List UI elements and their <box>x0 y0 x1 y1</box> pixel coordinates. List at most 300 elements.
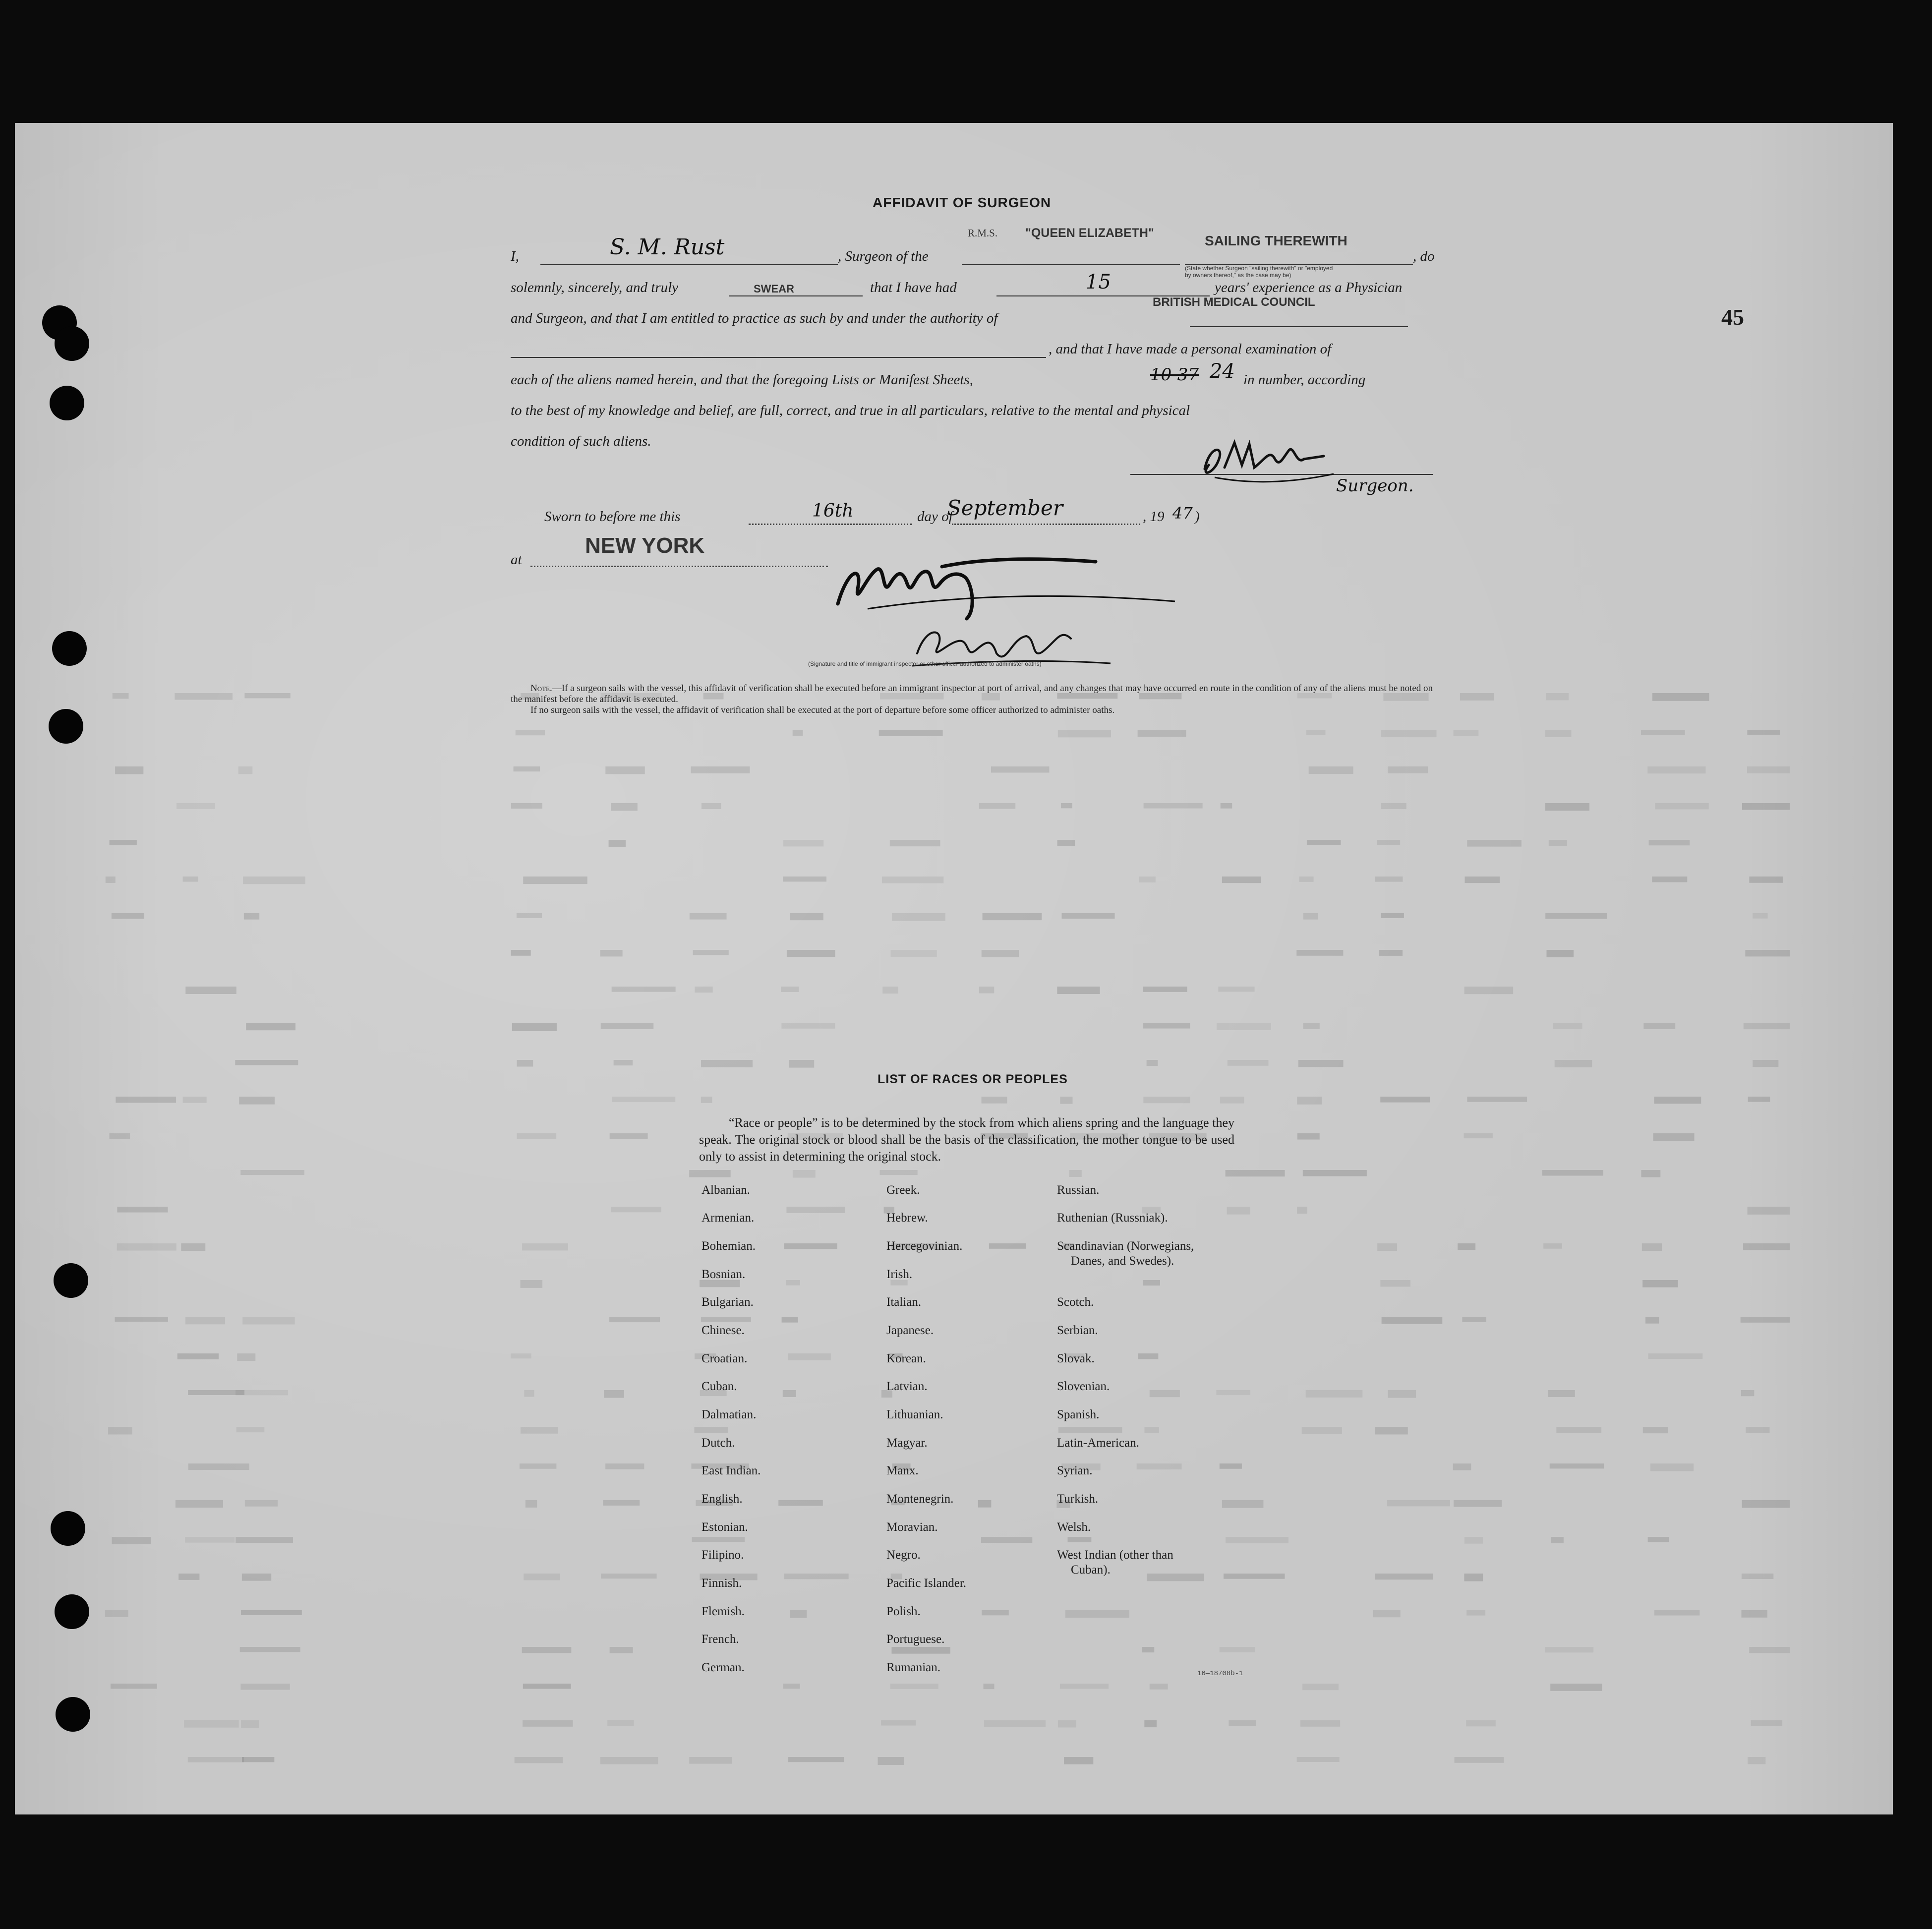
race-item: Turkish. <box>1057 1492 1099 1506</box>
bleed-mark <box>783 840 823 846</box>
bleed-mark <box>890 840 940 846</box>
bleed-mark <box>1388 766 1428 773</box>
inspector-signature <box>828 549 1185 624</box>
bleed-mark <box>236 1427 264 1432</box>
bleed-mark <box>1150 1390 1180 1397</box>
bleed-mark <box>1453 1463 1471 1470</box>
bleed-mark <box>611 1207 661 1212</box>
surgeon-title: Surgeon. <box>1336 476 1414 496</box>
bleed-mark <box>981 1537 1032 1543</box>
bleed-mark <box>188 1757 244 1762</box>
bleed-mark <box>1217 1023 1271 1030</box>
bleed-mark <box>693 950 729 955</box>
affidavit-line-2-end: years' experience as a Physician <box>1215 280 1403 295</box>
race-item: Japanese. <box>886 1324 934 1337</box>
bleed-mark <box>689 1170 731 1177</box>
bleed-mark <box>983 913 1042 920</box>
bleed-mark <box>1467 1097 1527 1102</box>
bleed-mark <box>783 1684 800 1689</box>
bleed-mark <box>1224 1574 1285 1579</box>
bleed-mark <box>526 1500 537 1508</box>
bleed-mark <box>181 1243 205 1251</box>
sailing-caption: (State whether Surgeon "sailing therewith" or "employed by owners thereof," as the case may be) <box>1185 265 1333 279</box>
bleed-mark <box>1065 1610 1129 1618</box>
bleed-mark <box>1545 913 1607 919</box>
sailing-stamp: SAILING THEREWITH <box>1205 233 1347 248</box>
bleed-mark <box>1652 877 1687 882</box>
bleed-mark <box>240 1647 300 1652</box>
bleed-mark <box>1137 1463 1182 1469</box>
bleed-mark <box>1143 987 1187 992</box>
bleed-mark <box>1643 1023 1675 1029</box>
bleed-mark <box>1220 1097 1244 1104</box>
bleed-mark <box>1058 1720 1076 1728</box>
sheets-value: 24 <box>1210 360 1235 383</box>
bleed-mark <box>188 1463 249 1470</box>
bleed-mark <box>880 1170 918 1175</box>
bleed-mark <box>1753 1060 1778 1067</box>
bleed-mark <box>1748 1207 1790 1215</box>
bleed-mark <box>246 1023 295 1030</box>
note-2: If no surgeon sails with the vessel, the affidavit of verification shall be executed at the port of departure before some officer authorized to administer oaths. <box>530 705 1115 715</box>
bleed-mark <box>604 1390 624 1398</box>
bleed-mark <box>1227 1207 1250 1215</box>
bleed-mark <box>116 1097 176 1103</box>
bleed-mark <box>784 1574 849 1579</box>
race-item: Chinese. <box>702 1324 745 1337</box>
bleed-mark <box>881 1720 916 1726</box>
sheets-struck: 10-37 <box>1150 365 1199 385</box>
race-item: Negro. <box>886 1548 921 1562</box>
bleed-mark <box>517 1133 557 1139</box>
bleed-mark <box>1550 1684 1602 1691</box>
affidavit-line-4: , and that I have made a personal examination of <box>1049 341 1332 357</box>
bleed-mark <box>511 803 542 809</box>
bleed-mark <box>1139 877 1155 882</box>
race-item: Dutch. <box>702 1436 735 1450</box>
surgeon-name: S. M. Rust <box>610 234 725 260</box>
bleed-mark <box>1464 987 1513 994</box>
bleed-mark <box>177 1353 219 1359</box>
oath-rule <box>729 295 863 296</box>
race-item: Manx. <box>886 1464 919 1477</box>
bleed-mark <box>1388 1390 1416 1398</box>
race-item: Lithuanian. <box>886 1408 943 1421</box>
race-item: Albanian. <box>702 1183 750 1197</box>
vessel-rule <box>962 264 1180 265</box>
sworn-day-rule <box>749 524 912 525</box>
bleed-mark <box>1648 1353 1702 1359</box>
bleed-mark <box>1297 1757 1340 1762</box>
bleed-mark <box>1650 1463 1694 1471</box>
bleed-mark <box>1220 1647 1255 1652</box>
race-item: Montenegrin. <box>886 1492 954 1506</box>
bleed-mark <box>614 1060 633 1065</box>
bleed-mark <box>1542 1170 1603 1175</box>
bleed-mark <box>523 1684 571 1689</box>
bleed-mark <box>242 1757 274 1762</box>
bleed-mark <box>1741 1317 1790 1323</box>
bleed-mark <box>238 766 252 774</box>
bleed-mark <box>790 913 823 920</box>
race-item: Spanish. <box>1057 1408 1100 1421</box>
bleed-mark <box>790 1610 807 1618</box>
sworn-year-close: ) <box>1195 509 1200 525</box>
bleed-mark <box>1462 1317 1486 1322</box>
affidavit-line-2-mid: that I have had <box>870 280 957 295</box>
race-item: Hebrew. <box>886 1211 928 1225</box>
race-item: Latvian. <box>886 1380 928 1393</box>
bleed-mark <box>1553 1023 1582 1029</box>
bleed-mark <box>1642 1280 1678 1287</box>
bleed-mark <box>1746 1427 1769 1433</box>
bleed-mark <box>1543 1243 1562 1249</box>
bleed-mark <box>523 1720 573 1727</box>
bleed-mark <box>1299 877 1314 882</box>
bleed-mark <box>702 803 721 809</box>
bleed-mark <box>245 1500 278 1507</box>
bleed-mark <box>1655 803 1708 809</box>
race-item: Croatian. <box>702 1352 748 1365</box>
bleed-mark <box>1307 840 1341 845</box>
binder-hole <box>51 1511 85 1546</box>
bleed-through-manifest <box>104 683 1790 1784</box>
bleed-mark <box>1654 1097 1701 1104</box>
race-item: French. <box>702 1633 739 1646</box>
bleed-mark <box>786 1207 845 1213</box>
affidavit-line-6: to the best of my knowledge and belief, are full, correct, and true in all particulars, relative to the mental and physical <box>511 403 1190 418</box>
bleed-mark <box>1306 1390 1363 1398</box>
bleed-mark <box>982 1097 1007 1104</box>
bleed-mark <box>112 1537 151 1544</box>
race-item: Scotch. <box>1057 1295 1094 1309</box>
bleed-mark <box>1309 766 1353 774</box>
bleed-mark <box>609 840 626 847</box>
bleed-mark <box>603 1500 640 1506</box>
bleed-mark <box>984 1720 1046 1727</box>
bleed-mark <box>175 693 233 700</box>
note-paragraph-1 <box>511 683 1443 705</box>
bleed-mark <box>1465 877 1500 883</box>
bleed-mark <box>185 987 236 994</box>
bleed-mark <box>117 1243 176 1251</box>
bleed-mark <box>1302 1427 1342 1434</box>
oath-stamp: SWEAR <box>754 283 794 295</box>
bleed-mark <box>235 1060 298 1065</box>
bleed-mark <box>1381 913 1404 918</box>
bleed-mark <box>1228 1060 1269 1066</box>
bleed-mark <box>1747 766 1790 773</box>
bleed-mark <box>111 1684 157 1689</box>
bleed-mark <box>1150 1684 1168 1690</box>
bleed-mark <box>1375 1574 1433 1579</box>
bleed-mark <box>1138 1353 1158 1359</box>
bleed-mark <box>117 1207 168 1213</box>
bleed-mark <box>105 1610 128 1617</box>
bleed-mark <box>788 1757 844 1762</box>
bleed-mark <box>515 1757 563 1763</box>
race-item: Armenian. <box>702 1211 755 1225</box>
bleed-mark <box>237 1353 255 1361</box>
bleed-mark <box>878 1757 904 1765</box>
bleed-mark <box>1303 1170 1367 1176</box>
bleed-mark <box>1742 1500 1790 1508</box>
race-item: Hercegovinian. <box>886 1239 963 1253</box>
bleed-mark <box>1546 950 1574 957</box>
race-item: Flemish. <box>702 1605 745 1618</box>
bleed-mark <box>989 1243 1026 1249</box>
bleed-mark <box>1555 1060 1592 1067</box>
race-item: Korean. <box>886 1352 926 1365</box>
bleed-mark <box>701 1317 751 1322</box>
bleed-mark <box>1226 1537 1288 1543</box>
bleed-mark <box>890 950 937 957</box>
bleed-mark <box>110 1133 130 1139</box>
sworn-year: 47 <box>1172 504 1193 523</box>
bleed-mark <box>243 877 305 884</box>
bleed-mark <box>1744 1023 1790 1029</box>
race-item: Welsh. <box>1057 1520 1091 1534</box>
binder-hole <box>50 386 84 420</box>
bleed-mark <box>778 1500 823 1506</box>
binder-hole <box>54 1263 88 1298</box>
bleed-mark <box>890 1684 938 1689</box>
page-number: 45 <box>1721 304 1744 330</box>
bleed-mark <box>982 950 1019 957</box>
bleed-mark <box>783 1390 796 1397</box>
bleed-mark <box>1741 1390 1754 1396</box>
sworn-day: 16th <box>812 501 854 521</box>
races-intro: “Race or people” is to be determined by the stock from which aliens spring and the language they speak. The original stock or blood shall be the basis of the classification, the mother tongue to be used only to assist in determining the original stock. <box>699 1115 1234 1164</box>
bleed-mark <box>106 877 116 883</box>
vessel-name: "QUEEN ELIZABETH" <box>1025 226 1154 240</box>
bleed-mark <box>1144 1720 1157 1727</box>
bleed-mark <box>1749 1647 1790 1653</box>
race-item: Danes, and Swedes). <box>1071 1254 1174 1268</box>
bleed-mark <box>781 987 799 992</box>
bleed-mark <box>690 913 727 920</box>
form-code: 16—18708b-1 <box>1197 1670 1243 1678</box>
bleed-mark <box>1142 1647 1154 1652</box>
bleed-mark <box>241 1610 302 1615</box>
bleed-mark <box>239 1097 275 1105</box>
city-stamp: NEW YORK <box>585 533 705 558</box>
bleed-mark <box>183 1097 207 1103</box>
signature-caption: (Signature and title of immigrant inspector or other officer authorized to administer oaths) <box>808 660 1042 667</box>
bleed-mark <box>1653 1133 1695 1141</box>
race-item: Cuban. <box>702 1380 737 1393</box>
bleed-mark <box>1464 1537 1483 1544</box>
bleed-mark <box>1306 730 1326 735</box>
bleed-mark <box>1057 840 1075 846</box>
race-item: Serbian. <box>1057 1324 1098 1337</box>
race-item: Slovenian. <box>1057 1380 1110 1393</box>
binder-hole <box>55 1594 89 1629</box>
bleed-mark <box>512 1023 557 1031</box>
bleed-mark <box>522 1647 572 1653</box>
bleed-mark <box>991 766 1049 772</box>
race-item: Scandinavian (Norwegians, <box>1057 1239 1194 1253</box>
bleed-mark <box>1373 1610 1401 1617</box>
race-item: Dalmatian. <box>702 1408 757 1421</box>
bleed-mark <box>695 987 712 993</box>
bleed-mark <box>1743 1243 1790 1250</box>
bleed-mark <box>185 1537 234 1543</box>
race-item: Magyar. <box>886 1436 928 1450</box>
bleed-mark <box>1229 1720 1256 1726</box>
bleed-mark <box>1748 1757 1765 1764</box>
bleed-mark <box>1060 1684 1109 1689</box>
bleed-mark <box>1742 1610 1767 1618</box>
race-item: Greek. <box>886 1183 920 1197</box>
race-item: Ruthenian (Russniak). <box>1057 1211 1168 1225</box>
bleed-mark <box>1643 1427 1668 1433</box>
surgeon-name-rule <box>540 264 838 265</box>
at-label: at <box>511 552 522 568</box>
bleed-mark <box>882 987 898 994</box>
affidavit-line-2-start: solemnly, sincerely, and truly <box>511 280 679 295</box>
bleed-mark <box>1380 1280 1410 1286</box>
bleed-mark <box>176 1500 223 1508</box>
bleed-mark <box>1460 693 1494 701</box>
bleed-mark <box>1458 1243 1475 1250</box>
race-item: Cuban). <box>1071 1563 1111 1577</box>
bleed-mark <box>701 1097 712 1103</box>
affidavit-line-1-end: , do <box>1413 248 1435 264</box>
race-item: Slovak. <box>1057 1352 1095 1365</box>
bleed-mark <box>1382 1317 1443 1324</box>
bleed-mark <box>176 803 215 809</box>
race-item: Filipino. <box>702 1548 744 1562</box>
affidavit-title: AFFIDAVIT OF SURGEON <box>873 195 1052 210</box>
bleed-mark <box>1466 1610 1485 1616</box>
sworn-day-of: day of <box>917 509 953 525</box>
race-item: Finnish. <box>702 1577 742 1590</box>
bleed-mark <box>1747 730 1780 735</box>
bleed-mark <box>524 1390 534 1397</box>
races-title: LIST OF RACES OR PEOPLES <box>878 1072 1068 1086</box>
bleed-mark <box>1545 1647 1593 1652</box>
bleed-mark <box>1454 1500 1502 1507</box>
bleed-mark <box>240 1684 290 1690</box>
bleed-mark <box>692 1537 745 1542</box>
bleed-mark <box>241 1720 259 1728</box>
bleed-mark <box>1551 1537 1564 1543</box>
at-rule <box>530 566 828 567</box>
race-item: Bulgarian. <box>702 1295 754 1309</box>
bleed-mark <box>1464 1133 1493 1138</box>
bleed-mark <box>1654 1610 1699 1616</box>
affidavit-line-1-start: I, <box>511 248 519 264</box>
bleed-mark <box>110 840 137 845</box>
race-item: German. <box>702 1661 745 1674</box>
bleed-mark <box>879 730 943 736</box>
bleed-mark <box>610 1647 633 1653</box>
bleed-mark <box>115 1317 168 1322</box>
bleed-mark <box>183 877 198 882</box>
bleed-mark <box>610 1133 648 1139</box>
bleed-mark <box>786 1280 800 1286</box>
bleed-mark <box>1302 1684 1339 1690</box>
bleed-mark <box>601 1023 653 1029</box>
bleed-mark <box>1222 1500 1264 1508</box>
bleed-mark <box>882 877 943 883</box>
race-item: Moravian. <box>886 1520 938 1534</box>
bleed-mark <box>108 1427 132 1434</box>
bleed-mark <box>1467 840 1522 847</box>
bleed-mark <box>787 950 835 957</box>
sworn-year-prefix: , 19 <box>1143 509 1165 525</box>
bleed-mark <box>611 803 638 811</box>
bleed-mark <box>1753 913 1767 919</box>
bleed-mark <box>523 877 587 884</box>
bleed-mark <box>1548 1390 1575 1397</box>
bleed-mark <box>1748 1097 1770 1102</box>
race-item: Italian. <box>886 1295 922 1309</box>
authority-rule-2 <box>511 357 1046 358</box>
bleed-mark <box>242 1574 271 1581</box>
bleed-mark <box>609 1317 660 1322</box>
bleed-mark <box>1641 730 1685 735</box>
bleed-mark <box>600 950 623 956</box>
binder-hole <box>56 1697 90 1732</box>
race-item: Irish. <box>886 1268 913 1281</box>
bleed-mark <box>1064 1757 1093 1764</box>
bleed-mark <box>520 1280 542 1288</box>
years-value: 15 <box>1086 271 1111 293</box>
bleed-mark <box>1648 1537 1669 1542</box>
bleed-mark <box>781 1023 835 1029</box>
bleed-mark <box>1297 1207 1307 1214</box>
bleed-mark <box>612 987 676 992</box>
bleed-mark <box>1379 950 1403 956</box>
race-item: Russian. <box>1057 1183 1100 1197</box>
document-page <box>15 123 1893 1814</box>
bleed-mark <box>1375 1427 1407 1434</box>
race-item: East Indian. <box>702 1464 761 1477</box>
bleed-mark <box>1058 730 1111 737</box>
bleed-mark <box>1069 1170 1082 1177</box>
surgeon-signature <box>1195 430 1344 490</box>
bleed-mark <box>1751 1720 1783 1726</box>
bleed-mark <box>1220 1463 1242 1469</box>
vessel-prefix: R.M.S. <box>968 227 998 239</box>
race-item: Pacific Islander. <box>886 1577 967 1590</box>
bleed-mark <box>242 1317 294 1325</box>
bleed-mark <box>185 1317 225 1324</box>
bleed-mark <box>184 1720 239 1728</box>
race-item: Estonian. <box>702 1520 748 1534</box>
race-item: Syrian. <box>1057 1464 1093 1477</box>
bleed-mark <box>701 1060 753 1067</box>
bleed-mark <box>984 1684 995 1689</box>
bleed-mark <box>1061 803 1072 808</box>
race-item: West Indian (other than <box>1057 1548 1173 1562</box>
race-item: Latin-American. <box>1057 1436 1139 1450</box>
authority-stamp: BRITISH MEDICAL COUNCIL <box>1153 295 1315 309</box>
bleed-mark <box>1303 913 1318 920</box>
bleed-mark <box>1549 840 1567 846</box>
bleed-mark <box>1222 877 1261 883</box>
bleed-mark <box>520 1463 556 1469</box>
note-block <box>511 683 1443 716</box>
affidavit-line-7: condition of such aliens. <box>511 433 651 449</box>
bleed-mark <box>1057 987 1100 994</box>
bleed-mark <box>1221 803 1232 809</box>
bleed-mark <box>892 913 945 921</box>
bleed-mark <box>612 1097 675 1102</box>
bleed-mark <box>1060 1097 1072 1104</box>
